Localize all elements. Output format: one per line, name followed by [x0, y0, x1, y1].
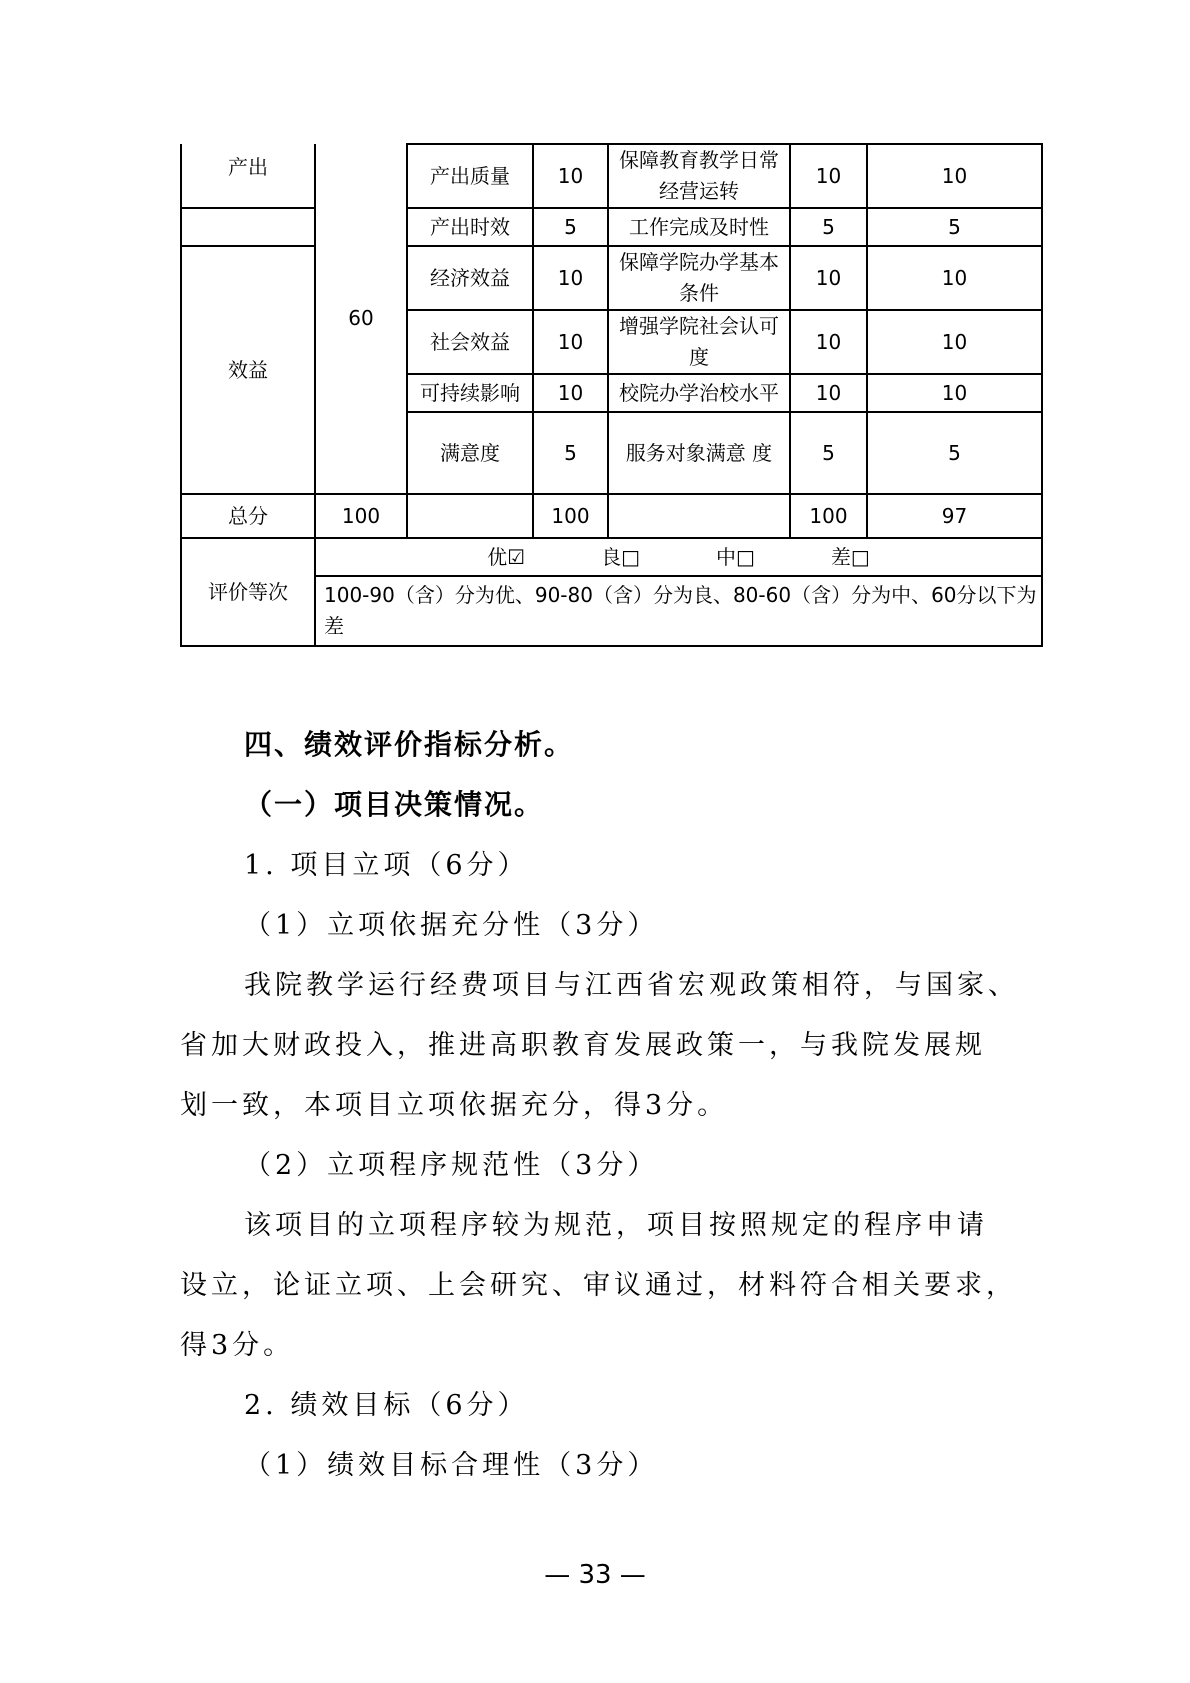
empty-cell: [608, 494, 790, 538]
grade-options: [315, 538, 1042, 576]
total-final-score: 97: [867, 494, 1042, 538]
total-row: [181, 494, 1042, 538]
paragraph-line: 得3分。: [180, 1330, 295, 1361]
section-heading-4-1: （一）项目决策情况。: [244, 788, 545, 821]
score-cell: 10: [533, 246, 608, 310]
score-cell: 5: [533, 412, 608, 494]
score-cell: 10: [790, 310, 867, 374]
score-cell: 10: [790, 246, 867, 310]
total-score-b: 100: [790, 494, 867, 538]
indicator-cell: 服务对象满意 度: [608, 412, 790, 494]
final-score-cell: 10: [867, 374, 1042, 412]
level2-cell: 经济效益: [407, 246, 533, 310]
total-label: 总分: [181, 494, 315, 538]
indicator-cell: 保障学院办学基本条件: [608, 246, 790, 310]
score-cell: 10: [533, 374, 608, 412]
paragraph-line: 我院教学运行经费项目与江西省宏观政策相符，与国家、: [244, 970, 1019, 1001]
total-level1-score: 100: [315, 494, 407, 538]
level1-cell-benefit: 效益: [181, 246, 315, 494]
empty-cell: [407, 494, 533, 538]
level2-cell: 社会效益: [407, 310, 533, 374]
grade-option-excellent: 优☑: [487, 544, 526, 569]
grade-option-medium: 中□: [716, 544, 755, 569]
indicator-cell: 工作完成及时性: [608, 208, 790, 246]
paragraph-line: 设立，论证立项、上会研究、审议通过，材料符合相关要求，: [180, 1270, 1017, 1301]
paragraph-line: 省加大财政投入，推进高职教育发展政策一，与我院发展规: [180, 1030, 986, 1061]
final-score-cell: 10: [867, 310, 1042, 374]
score-cell: 10: [533, 310, 608, 374]
grade-rule-text: 100-90（含）分为优、90-80（含）分为良、80-60（含）分为中、60分以下为差: [315, 576, 1042, 646]
item-heading-1-1: （1）立项依据充分性（3分）: [244, 910, 659, 941]
table-row: [181, 246, 1042, 310]
score-cell: 10: [790, 374, 867, 412]
score-cell: 5: [533, 208, 608, 246]
item-heading-1-2: （2）立项程序规范性（3分）: [244, 1150, 659, 1181]
level2-cell: 满意度: [407, 412, 533, 494]
final-score-cell: 5: [867, 208, 1042, 246]
final-score-cell: 10: [867, 246, 1042, 310]
page-number: — 33 —: [544, 1560, 646, 1590]
total-score-a: 100: [533, 494, 608, 538]
level1-score-cell: 60: [315, 144, 407, 494]
performance-score-table: [180, 143, 1043, 647]
final-score-cell: 5: [867, 412, 1042, 494]
level2-cell: 产出时效: [407, 208, 533, 246]
grade-option-poor: 差□: [830, 544, 870, 569]
item-heading-2-1: （1）绩效目标合理性（3分）: [244, 1450, 659, 1481]
indicator-cell: 保障教育教学日常经营运转: [608, 144, 790, 208]
indicator-cell: 增强学院社会认可度: [608, 310, 790, 374]
level1-cell-output: 产出: [181, 144, 315, 208]
level2-cell: 可持续影响: [407, 374, 533, 412]
score-cell: 5: [790, 412, 867, 494]
final-score-cell: 10: [867, 144, 1042, 208]
section-heading-4: 四、绩效评价指标分析。: [244, 728, 575, 761]
score-cell: 10: [533, 144, 608, 208]
item-heading-2: 2. 绩效目标（6分）: [244, 1390, 529, 1421]
score-cell: 10: [790, 144, 867, 208]
table-row: [181, 208, 1042, 246]
score-cell: 5: [790, 208, 867, 246]
indicator-cell: 校院办学治校水平: [608, 374, 790, 412]
grade-label: 评价等次: [181, 538, 315, 646]
paragraph-line: 该项目的立项程序较为规范，项目按照规定的程序申请: [244, 1210, 988, 1241]
grade-option-good: 良□: [601, 544, 641, 569]
table-row: [181, 144, 1042, 208]
grade-row: [181, 538, 1042, 576]
item-heading-1: 1. 项目立项（6分）: [244, 850, 529, 881]
paragraph-line: 划一致，本项目立项依据充分，得3分。: [180, 1090, 729, 1121]
level2-cell: 产出质量: [407, 144, 533, 208]
level1-cell-output-cont: [181, 208, 315, 246]
